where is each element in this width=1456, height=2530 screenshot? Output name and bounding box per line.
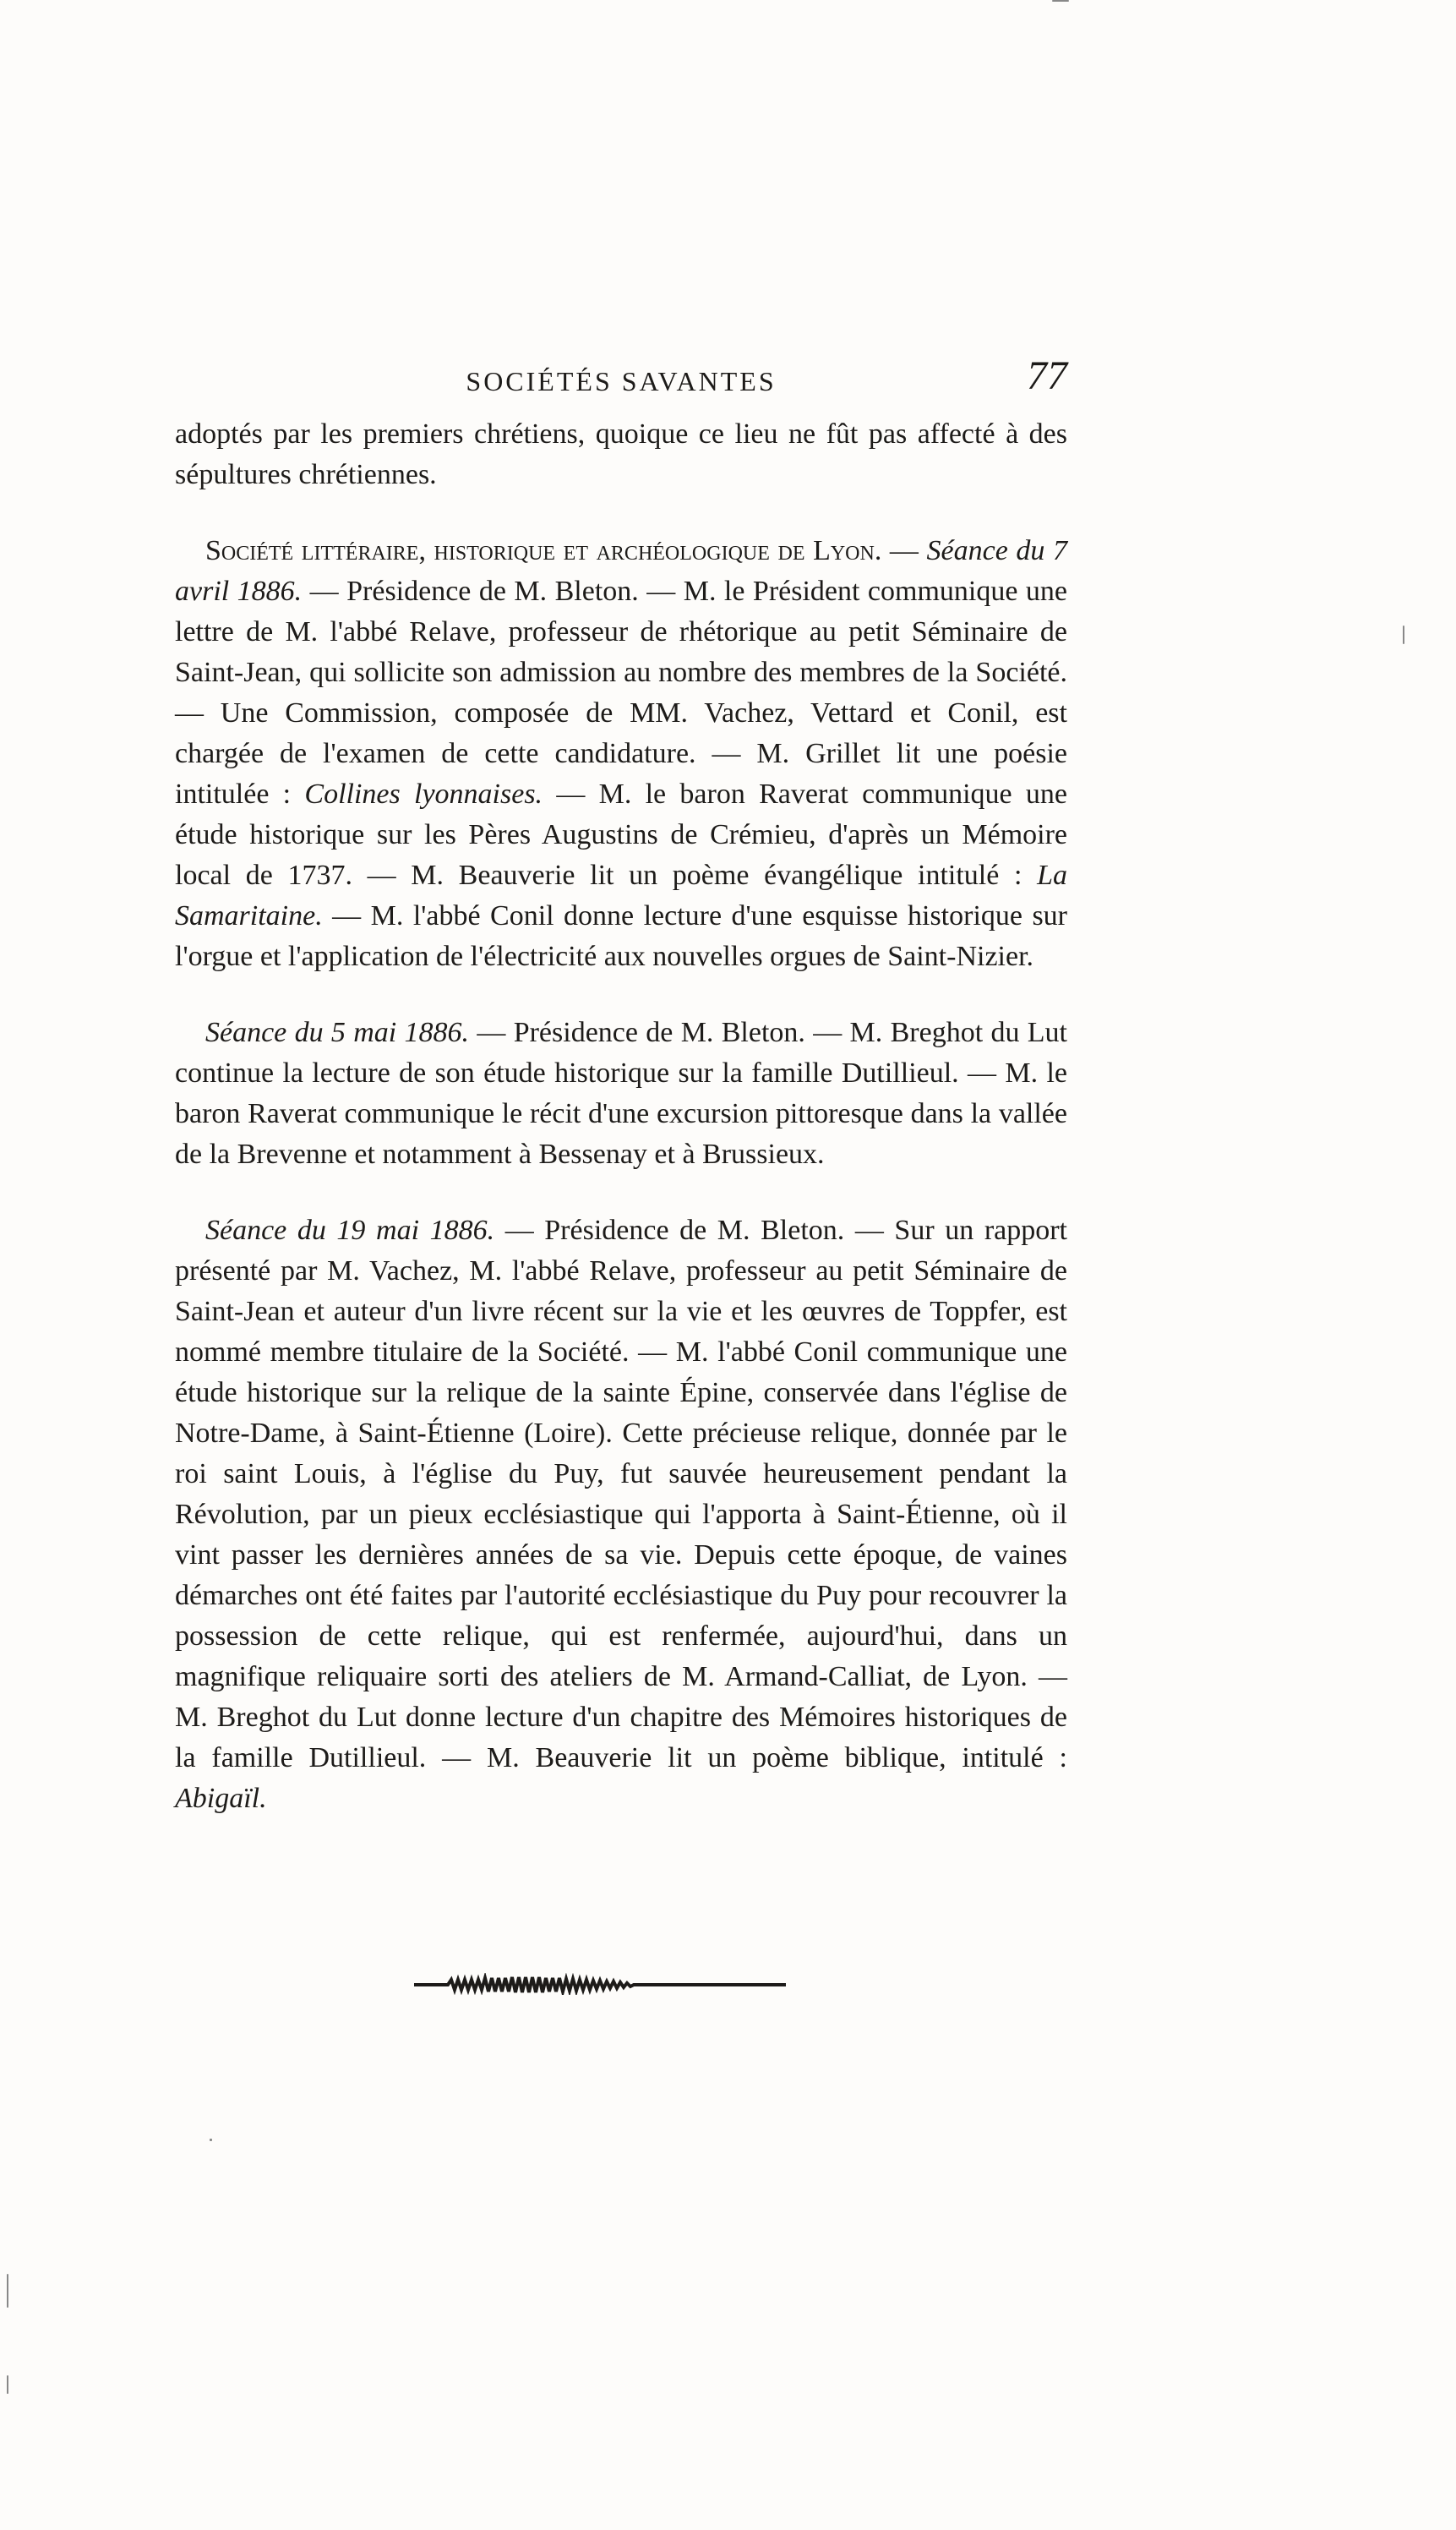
- running-title: SOCIÉTÉS SAVANTES: [466, 366, 777, 396]
- scan-speck: [7, 2375, 8, 2394]
- work-title: Collines lyonnaises.: [304, 779, 543, 810]
- paragraph-seance-5-mai: [175, 1013, 1067, 1175]
- paragraph-seance-19-mai: [175, 1210, 1067, 1819]
- scan-speck: [1403, 626, 1404, 644]
- work-title: Abigaïl.: [175, 1783, 267, 1814]
- seance-date: Séance du 19 mai 1886.: [205, 1215, 495, 1246]
- page-number: 77: [1027, 353, 1067, 398]
- work-title: La Samaritaine.: [175, 860, 1067, 932]
- paragraph-seance-7-avril: [175, 531, 1067, 977]
- paragraph-text: — Présidence de M. Bleton. — M. le Président communique une lettre de M. l'abbé Relave, professeur de rhétorique au petit Séminaire de Saint-Jean, qui sollicite son admission au nombre des membres de la Société. — Une Commission, composée de MM. Vachez, Vettard et Conil, est chargée de l'examen de cette candidature. — M. Grillet lit une poésie intitulée :: [175, 576, 1067, 810]
- body-text: [175, 414, 1067, 1819]
- paragraph-continuation: [175, 414, 1067, 495]
- paragraph-text: — M. l'abbé Conil donne lecture d'une esquisse historique sur l'orgue et l'application de l'électricité aux nouvelles orgues de Saint-Nizier.: [175, 900, 1067, 972]
- paragraph-text: — Présidence de M. Bleton. — Sur un rapport présenté par M. Vachez, M. l'abbé Relave, professeur au petit Séminaire de Saint-Jean et auteur d'un livre récent sur la vie et les œuvres de Toppfer, est nommé membre titulaire de la Société. — M. l'abbé Conil communique une étude historique sur la relique de la sainte Épine, conservée dans l'église de Notre-Dame, à Saint-Étienne (Loire). Cette précieuse relique, donnée par le roi saint Louis, à l'église du Puy, fut sauvée heureusement pendant la Révolution, par un pieux ecclésiastique qui l'apporta à Saint-Étienne, où il vint passer les dernières années de sa vie. Depuis cette époque, de vaines démarches ont été faites par l'autorité ecclésiastique du Puy pour recouvrer la possession de cette relique, qui est renfermée, aujourd'hui, dans un magnifique reliquaire sorti des ateliers de M. Armand-Calliat, de Lyon. — M. Breghot du Lut donne lecture d'un chapitre des Mémoires historiques de la famille Dutillieul. — M. Beauverie lit un poème biblique, intitulé :: [175, 1215, 1068, 1773]
- running-head: [175, 351, 1067, 410]
- seance-date: Séance du 5 mai 1886.: [205, 1017, 470, 1048]
- paragraph-text: — M. le baron Raverat communique une étude historique sur les Pères Augustins de Crémieu, d'après un Mémoire local de 1737. — M. Beauverie lit un poème évangélique intitulé :: [175, 779, 1067, 891]
- scan-speck: [210, 2139, 212, 2141]
- scan-speck: [7, 2274, 8, 2308]
- society-name: Société littéraire, historique et archéologique de Lyon.: [205, 535, 882, 566]
- end-ornament: [414, 1973, 786, 1995]
- seance-date: Séance du 7 avril 1886.: [175, 535, 1067, 607]
- dash: —: [881, 535, 927, 566]
- paragraph-text: — Présidence de M. Bleton. — M. Breghot du Lut continue la lecture de son étude historique sur la famille Dutillieul. — M. le baron Raverat communique le récit d'une excursion pittoresque dans la vallée de la Brevenne et notamment à Bessenay et à Brussieux.: [175, 1017, 1067, 1170]
- paragraph-text: adoptés par les premiers chrétiens, quoique ce lieu ne fût pas affecté à des sépultures chrétiennes.: [175, 418, 1067, 490]
- scan-speck: [1052, 0, 1069, 2]
